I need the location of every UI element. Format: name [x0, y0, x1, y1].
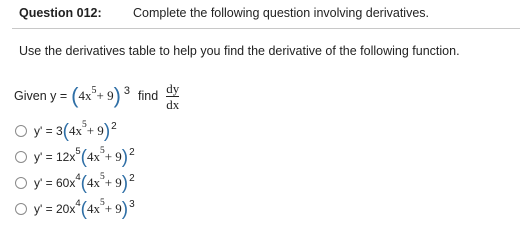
- given-inner-exponent: 5: [91, 84, 97, 96]
- option-outer-exponent: 2: [111, 120, 117, 132]
- option-inner-exponent: 5: [99, 172, 105, 182]
- option-outer-exponent: 3: [129, 198, 135, 210]
- answer-option-c[interactable]: [15, 170, 315, 196]
- given-outer-exponent: 3: [123, 85, 131, 97]
- close-paren: ): [121, 172, 129, 194]
- radio-button[interactable]: [15, 177, 27, 189]
- radio-button[interactable]: [15, 151, 27, 163]
- option-outer-exponent: 2: [129, 172, 135, 184]
- header-divider: [12, 28, 520, 29]
- close-paren: ): [121, 146, 129, 168]
- open-paren: (: [80, 146, 87, 168]
- option-inner-exponent: 5: [99, 198, 105, 208]
- option-prefix: y' = 20x: [34, 202, 76, 216]
- close-paren: ): [103, 120, 111, 142]
- open-paren: (: [80, 172, 87, 194]
- find-label: find: [138, 89, 159, 103]
- fraction-numerator: dy: [166, 80, 180, 96]
- answer-option-b[interactable]: [15, 144, 315, 170]
- given-function: [14, 79, 179, 113]
- option-outer-exponent: 2: [129, 146, 135, 158]
- fraction-denominator: dx: [166, 96, 180, 112]
- answer-options: [15, 118, 315, 222]
- open-paren: (: [62, 120, 69, 142]
- dy-dx-fraction: [166, 82, 179, 111]
- close-paren: ): [121, 198, 129, 220]
- option-coef-exponent: 5: [75, 145, 81, 157]
- option-inner-base: 4x: [86, 175, 100, 190]
- option-inner-base: 4x: [86, 149, 100, 164]
- option-inner-rest: + 9: [104, 149, 122, 164]
- question-number: Question 012:: [19, 6, 102, 20]
- answer-option-a[interactable]: [15, 118, 315, 144]
- open-paren: (: [71, 83, 79, 108]
- option-inner-exponent: 5: [81, 120, 87, 130]
- option-inner-base: 4x: [68, 123, 82, 138]
- given-inner-base: 4x: [78, 88, 92, 103]
- instruction-text: Use the derivatives table to help you find the derivative of the following function.: [19, 44, 460, 58]
- option-prefix: y' = 60x: [34, 176, 76, 190]
- given-inner-rest: + 9: [96, 88, 114, 103]
- option-inner-base: 4x: [86, 201, 100, 216]
- radio-button[interactable]: [15, 203, 27, 215]
- option-inner-exponent: 5: [99, 146, 105, 156]
- given-prefix: Given y =: [14, 89, 68, 103]
- option-inner-rest: + 9: [104, 201, 122, 216]
- option-inner-rest: + 9: [86, 123, 104, 138]
- option-coef-exponent: 4: [75, 171, 81, 183]
- question-header: [0, 0, 520, 26]
- open-paren: (: [80, 198, 87, 220]
- option-coef-exponent: 4: [75, 197, 81, 209]
- radio-button[interactable]: [15, 125, 27, 137]
- option-inner-rest: + 9: [104, 175, 122, 190]
- answer-option-d[interactable]: [15, 196, 315, 222]
- close-paren: ): [113, 83, 121, 108]
- question-title: Complete the following question involving derivatives.: [133, 6, 429, 20]
- option-prefix: y' = 3: [34, 124, 63, 138]
- option-prefix: y' = 12x: [34, 150, 76, 164]
